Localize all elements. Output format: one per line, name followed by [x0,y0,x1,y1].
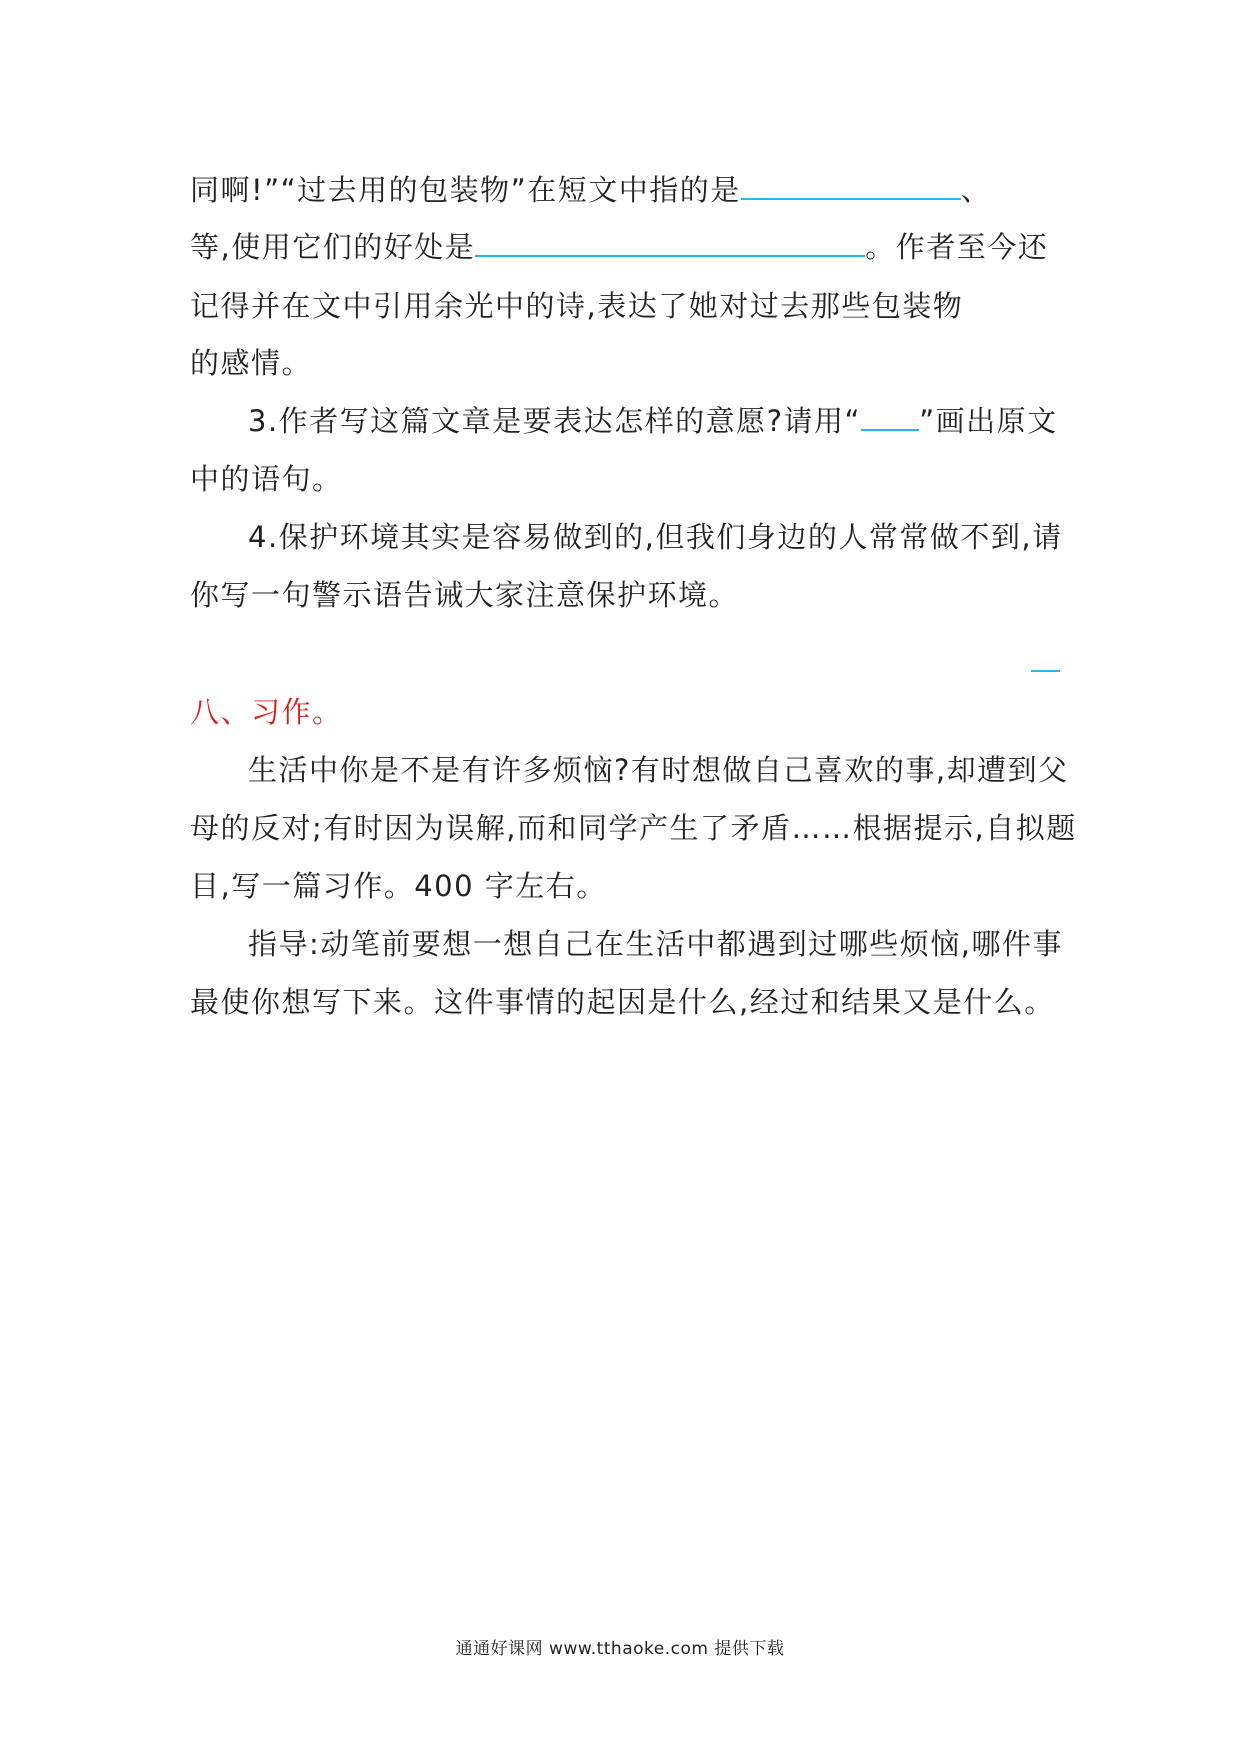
guide-line-1: 指导:动笔前要想一想自己在生活中都遇到过哪些烦恼,哪件事 [248,927,1063,961]
q2-line-3: 记得并在文中引用余光中的诗,表达了她对过去那些包装物 [190,289,964,323]
underline-sample [861,393,919,431]
q2-line-2-text: 等,使用它们的好处是 [190,230,476,264]
prompt-line-2: 母的反对;有时因为误解,而和同学产生了矛盾……根据提示,自拟题 [190,811,1077,845]
q4-line-1: 4.保护环境其实是容易做到的,但我们身边的人常常做不到,请 [248,520,1063,554]
q3-line-1-text: 3.作者写这篇文章是要表达怎样的意愿?请用“ [248,404,862,438]
answer-blank-packaging[interactable] [741,162,961,200]
q3-line-1-tail: ”画出原文 [919,404,1058,438]
footer-credit: 通通好课网 www.tthaoke.com 提供下载 [455,1639,785,1659]
answer-blank-benefit[interactable] [475,219,865,257]
q2-line-4: 的感情。 [190,346,313,380]
q3-line-1 [248,393,1060,449]
q2-line-1-text: 同啊!”“过去用的包装物”在短文中指的是 [190,173,741,207]
q2-line-2-tail: 。作者至今还 [865,230,1049,264]
section-heading: 八、习作。 [190,695,343,729]
q3-line-2: 中的语句。 [190,462,343,496]
q4-line-2: 你写一句警示语告诫大家注意保护环境。 [190,578,740,612]
q2-line-1 [190,162,1060,218]
guide-line-2: 最使你想写下来。这件事情的起因是什么,经过和结果又是什么。 [190,985,1055,1019]
prompt-line-3: 目,写一篇习作。400 字左右。 [190,869,607,903]
q2-line-2 [190,219,1060,275]
prompt-line-1: 生活中你是不是有许多烦恼?有时想做自己喜欢的事,却遭到父 [248,753,1069,787]
answer-line-mark [1031,670,1060,672]
q2-line-1-sep: 、 [960,173,992,207]
